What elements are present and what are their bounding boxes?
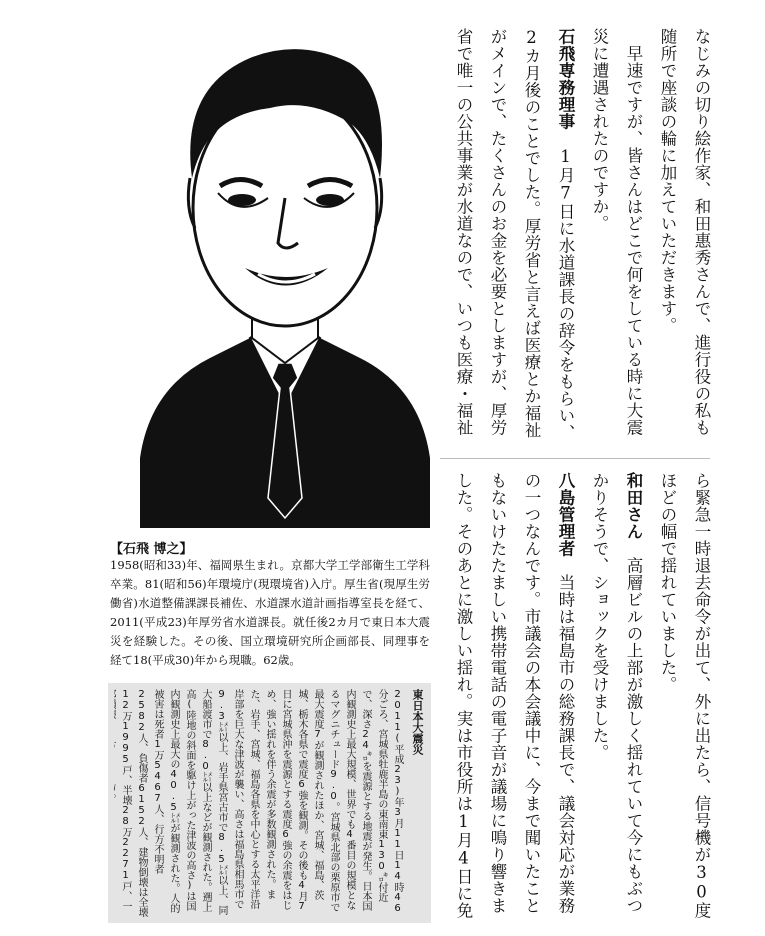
paragraph: ら緊急一時退去命令が出て、外に出たら、信号機が30度ほどの幅で揺れていました。	[658, 472, 711, 919]
paragraph: 石飛専務理事 1月7日に水道課長の辞令をもらい、2カ月後のことでした。厚労省と言えば医療とか福祉がメインで、たくさんのお金を必要としますが、厚労省で唯一の公共事業が水道なので、いつも医療・福祉	[454, 28, 575, 441]
speaker-label: 八島管理者	[556, 472, 575, 557]
article-column-top	[448, 28, 718, 444]
speaker-label: 和田さん	[624, 472, 643, 540]
speaker-label: 石飛専務理事	[556, 28, 575, 130]
bio-text: 1958(昭和33)年、福岡県生まれ。京都大学工学部衛生工学科卒業。81(昭和56)年環境庁(現環境省)入庁。厚生省(現厚生労働省)水道整備課課長補佐、水道課水道計画指導室長を経て、2011(平成23)年厚労省水道課長。就任後2カ月で東日本大震災を経験した。その後、国立環境研究所企画部長、同理事を経て18(平成30)年から現職。62歳。	[110, 558, 430, 667]
sidebar-text	[114, 689, 425, 917]
paragraph: 八島管理者 当時は福島市の総務課長で、議会対応が業務の一つなんです。市議会の本会議中に、今まで聞いたこともないけたたましい携帯電話の電子音が議場に鳴り響きました。そのあとに激しい揺れ。実は市役所は1月4日に免	[454, 472, 575, 919]
bio-name: 【石飛 博之】	[110, 542, 193, 557]
paragraph: なじみの切り絵作家、和田惠秀さんで、進行役の私も随所で座談の輪に加えていただきます。	[658, 28, 711, 436]
paragraph: 和田さん 高層ビルの上部が激しく揺れていて今にもぶつかりそうで、ショックを受けました。	[590, 472, 643, 914]
paragraph: 早速ですが、皆さんはどこで何をしている時に大震災に遭遇されたのですか。	[590, 28, 643, 436]
sidebar-title: 東日本大震災	[411, 689, 424, 755]
portrait-illustration	[140, 28, 430, 528]
sidebar-box	[108, 683, 431, 923]
article-column-bottom	[448, 472, 718, 924]
sidebar-body: 2011(平成23)年3月11日14時46分ごろ、宮城県牡鹿半島の東南東130㌔付近で、深さ24㌔を震源とする地震が発生。日本国内観測史上最大規模、世界でも4番目の規模となるマグニチュード9.0。宮城県北部の栗原市で最大震度7が観測されたほか、宮城、福島、茨城、栃木各県で震度6強を観測。その後も4月7日に宮城県沖を震源とする震度6強の余震をはじめ、強い揺れを伴う余震が多数観測された。また、岩手、宮城、福島各県を中心とする太平洋沿岸部を巨大な津波が襲い、高さは福島県相馬市で9.3㍍以上、岩手県宮古市で8.5㍍以上、同大船渡市で8.0㍍以上などが観測された。遡上高(陸地の斜面を駆け上がった津波の高さ)は国内観測史上最大の40.5㍍が観測された。人的被害は死者1万5467人、行方不明者2582人、負傷者6152人、建物倒壊は全壊12万1995戸、半壊28万2271戸、一	[120, 689, 403, 917]
column-divider	[440, 458, 710, 459]
